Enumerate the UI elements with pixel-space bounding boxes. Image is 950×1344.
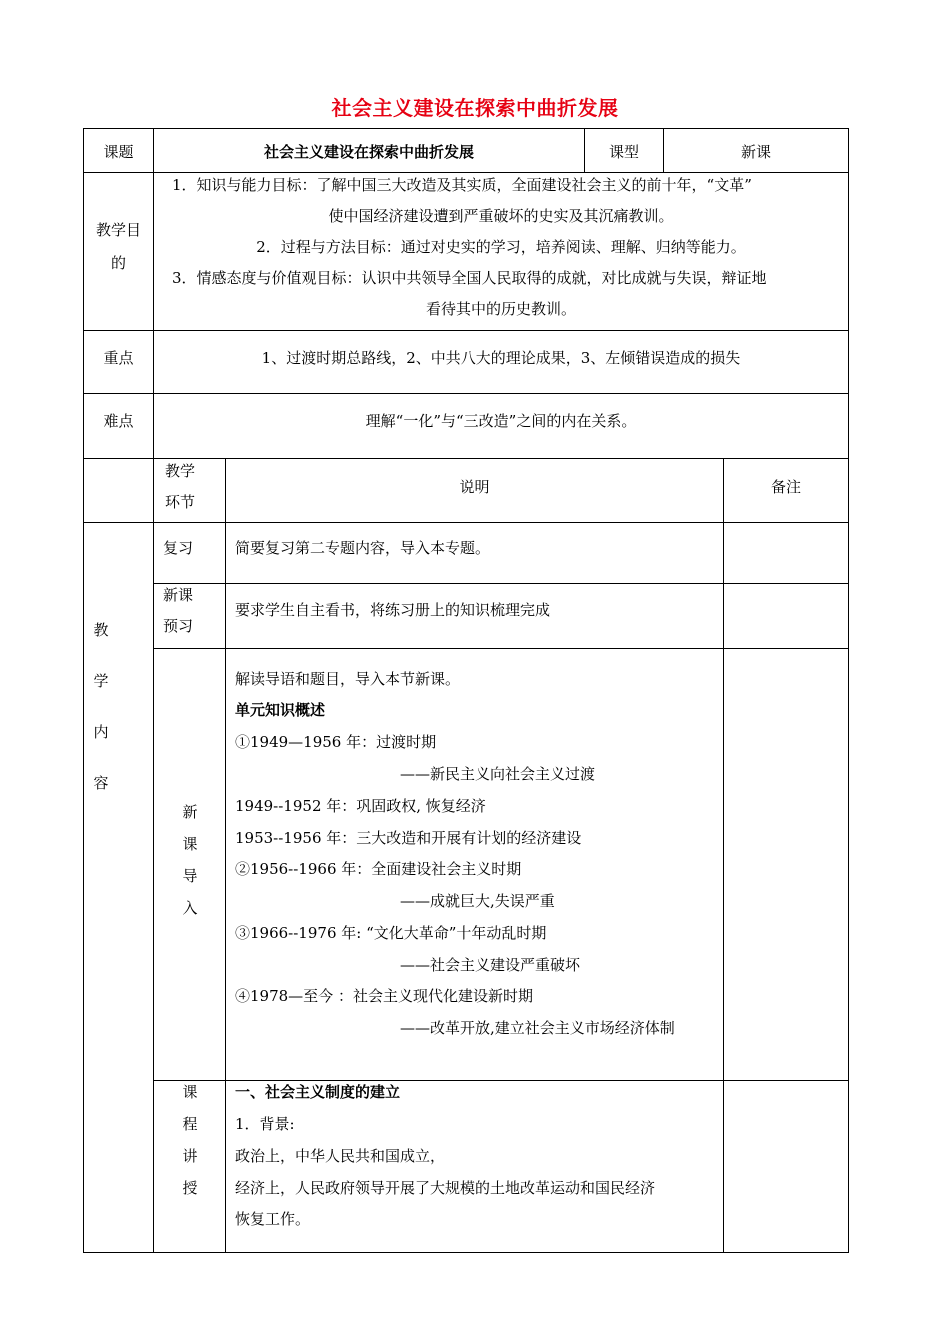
type-value: 新课 bbox=[740, 143, 771, 161]
intro-line: ①1949—1956 年：过渡时期 bbox=[235, 733, 437, 751]
type-label: 课型 bbox=[608, 143, 639, 161]
objectives-label-line1: 教学目 bbox=[95, 221, 141, 239]
intro-line: 1949--1952 年：巩固政权, 恢复经济 bbox=[235, 797, 486, 815]
review-stage: 复习 bbox=[163, 539, 194, 557]
key-points-label: 重点 bbox=[103, 349, 134, 367]
intro-line: 解读导语和题目，导入本节新课。 bbox=[235, 670, 461, 688]
stage-char: 新 bbox=[182, 803, 198, 821]
preview-text: 要求学生自主看书，将练习册上的知识梳理完成 bbox=[235, 601, 551, 619]
lecture-heading: 一、社会主义制度的建立 bbox=[235, 1083, 401, 1101]
stage-header-line2: 环节 bbox=[164, 493, 195, 511]
objective-line: 使中国经济建设遭到严重破坏的史实及其沉痛教训。 bbox=[328, 207, 674, 225]
objective-line: 1．知识与能力目标：了解中国三大改造及其实质，全面建设社会主义的前十年，“文革” bbox=[172, 176, 752, 194]
intro-heading: 单元知识概述 bbox=[235, 701, 326, 719]
intro-line: ——新民主义向社会主义过渡 bbox=[400, 765, 596, 783]
lecture-line: 恢复工作。 bbox=[235, 1210, 311, 1228]
subject-value: 社会主义建设在探索中曲折发展 bbox=[263, 143, 474, 161]
intro-line: ②1956--1966 年：全面建设社会主义时期 bbox=[235, 860, 522, 878]
stage-char: 导 bbox=[182, 867, 198, 885]
lecture-line: 政治上，中华人民共和国成立， bbox=[235, 1147, 446, 1165]
key-points-text: 1、过渡时期总路线，2、中共八大的理论成果，3、左倾错误造成的损失 bbox=[261, 349, 741, 367]
description-header: 说明 bbox=[459, 478, 490, 496]
review-text: 简要复习第二专题内容，导入本专题。 bbox=[235, 539, 491, 557]
objective-line: 3．情感态度与价值观目标：认识中共领导全国人民取得的成就，对比成就与失误，辩证地 bbox=[172, 269, 767, 287]
intro-line: ——成就巨大,失误严重 bbox=[400, 892, 555, 910]
intro-line: ④1978—至今 ：社会主义现代化建设新时期 bbox=[235, 987, 533, 1005]
difficulty-label: 难点 bbox=[103, 412, 134, 430]
lecture-line: 1．背景: bbox=[235, 1115, 295, 1133]
stage-char: 讲 bbox=[182, 1147, 198, 1165]
stage-header-line1: 教学 bbox=[164, 462, 195, 480]
intro-line: ——社会主义建设严重破坏 bbox=[400, 956, 581, 974]
lecture-line: 经济上，人民政府领导开展了大规模的土地改革运动和国民经济 bbox=[235, 1179, 656, 1197]
intro-line: ——改革开放,建立社会主义市场经济体制 bbox=[400, 1019, 675, 1037]
preview-stage-line2: 预习 bbox=[163, 617, 194, 635]
notes-header: 备注 bbox=[770, 478, 801, 496]
label-char: 内 bbox=[93, 723, 109, 741]
subject-label: 课题 bbox=[103, 143, 134, 161]
difficulty-text: 理解“一化”与“三改造”之间的内在关系。 bbox=[365, 412, 637, 430]
preview-stage-line1: 新课 bbox=[163, 586, 194, 604]
stage-char: 程 bbox=[182, 1115, 198, 1133]
intro-line: 1953--1956 年：三大改造和开展有计划的经济建设 bbox=[235, 829, 582, 847]
stage-char: 课 bbox=[182, 835, 198, 853]
stage-char: 入 bbox=[182, 899, 198, 917]
objectives-label-line2: 的 bbox=[110, 254, 126, 272]
label-char: 容 bbox=[93, 774, 109, 792]
objective-line: 看待其中的历史教训。 bbox=[425, 300, 576, 318]
intro-line: ③1966--1976 年: “文化大革命”十年动乱时期 bbox=[235, 924, 547, 942]
label-char: 教 bbox=[93, 621, 109, 639]
document-title: 社会主义建设在探索中曲折发展 bbox=[331, 96, 619, 120]
stage-char: 授 bbox=[182, 1179, 198, 1197]
label-char: 学 bbox=[93, 672, 109, 690]
stage-char: 课 bbox=[182, 1083, 198, 1101]
objective-line: 2．过程与方法目标：通过对史实的学习，培养阅读、理解、归纳等能力。 bbox=[256, 238, 746, 256]
